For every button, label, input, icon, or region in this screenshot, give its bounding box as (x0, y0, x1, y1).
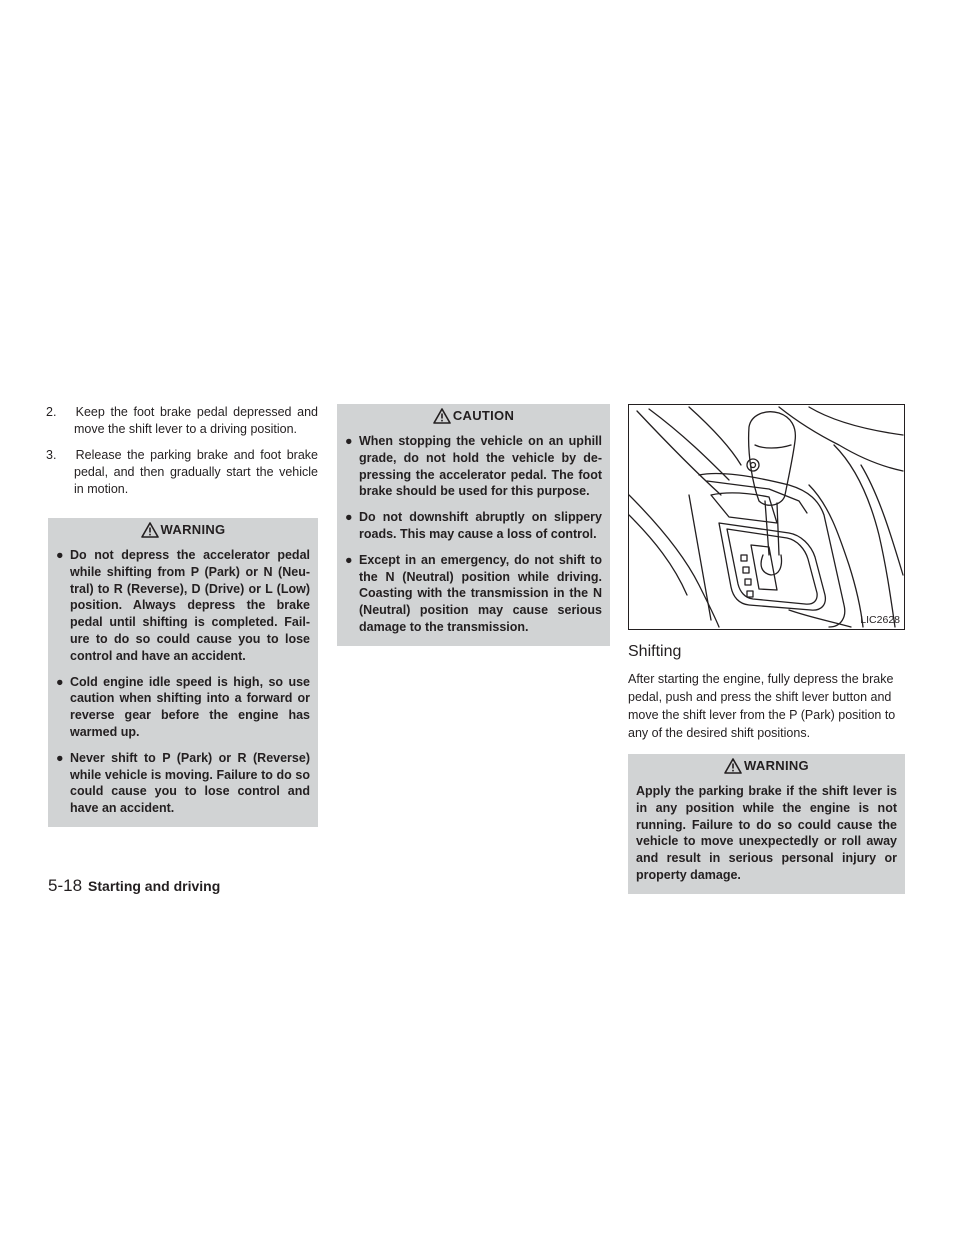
warning-icon (724, 758, 742, 774)
step-text: Keep the foot brake pedal depressed and move the shift lever to a driving position. (74, 405, 318, 436)
caution-item-text: When stopping the vehicle on an uphill grade, do not hold the vehicle by de-pressing the accelerator pedal. The foot brake should be used for this purpose. (359, 434, 602, 499)
warning-item-text: Cold engine idle speed is high, so use caution when shifting into a forward or reverse gear before the engine has warmed up. (70, 674, 310, 739)
bullet-icon: ● (345, 552, 353, 567)
caution-item (345, 433, 602, 500)
warning-box (48, 518, 318, 827)
bullet-icon: ● (56, 674, 64, 689)
caution-item (345, 552, 602, 636)
warning-item (56, 547, 310, 665)
bullet-icon: ● (345, 510, 353, 525)
warning-item-text: Never shift to P (Park) or R (Reverse) while vehicle is moving. Failure to do so could cause you to lose control and have an accident. (70, 750, 310, 816)
shift-lever-drawing (629, 405, 904, 629)
step-item (48, 404, 318, 438)
warning-item (56, 674, 310, 741)
left-column (48, 404, 318, 827)
warning-title-text: WARNING (160, 522, 226, 537)
warning-text: Apply the parking brake if the shift lever is in any position while the engine is not running. Failure to do so could cause the vehicle to move unexpectedly or roll away and result in serious personal injury or property damage. (636, 784, 897, 882)
warning-list (56, 547, 310, 817)
bullet-icon: ● (345, 434, 353, 448)
step-text: Release the parking brake and foot brake pedal, and then gradually start the vehicle in motion. (74, 448, 318, 496)
warning-item-text: Do not depress the accelerator pedal while shifting from P (Park) or N (Neu-tral) to R (Reverse), D (Drive) or L (Low) position. Always depress the brake pedal until shifting is completed. Fail-ure to do so could cause you to lose control and have an accident. (70, 548, 310, 663)
warning-icon (141, 522, 159, 538)
warning-box-2 (628, 754, 905, 894)
section-body: After starting the engine, fully depress the brake pedal, push and press the shift lever button and move the shift lever from the P (Park) position to any of the desired shift positions. (628, 672, 896, 740)
warning-title (56, 518, 310, 541)
step-item (48, 447, 318, 498)
caution-item (345, 509, 602, 543)
page-footer (48, 876, 220, 896)
caution-icon (433, 408, 451, 424)
bullet-icon: ● (56, 548, 64, 562)
chapter-title: Starting and driving (88, 878, 221, 894)
right-column (628, 404, 905, 894)
warning-title-text: WARNING (744, 758, 809, 773)
caution-title (345, 404, 602, 427)
caution-title-text: CAUTION (452, 408, 515, 423)
step-list (48, 404, 318, 498)
caution-item-text: Do not downshift abruptly on slippery roads. This may cause a loss of control. (359, 510, 602, 541)
step-number: 3. (46, 448, 57, 462)
caution-box (337, 404, 610, 646)
bullet-icon: ● (56, 750, 64, 765)
warning-item (56, 750, 310, 817)
section-heading: Shifting (628, 643, 682, 660)
step-number: 2. (46, 405, 57, 419)
shift-lever-illustration (628, 404, 905, 630)
figure-label: LIC2628 (860, 614, 900, 626)
page-number: 5-18 (48, 876, 83, 895)
middle-column (337, 404, 610, 646)
caution-item-text: Except in an emergency, do not shift to the N (Neutral) position while driving. Coasting with the transmission in the N (Neutral) position may cause serious damage to the transmission. (359, 552, 602, 634)
caution-list (345, 433, 602, 636)
warning-title (636, 754, 897, 777)
